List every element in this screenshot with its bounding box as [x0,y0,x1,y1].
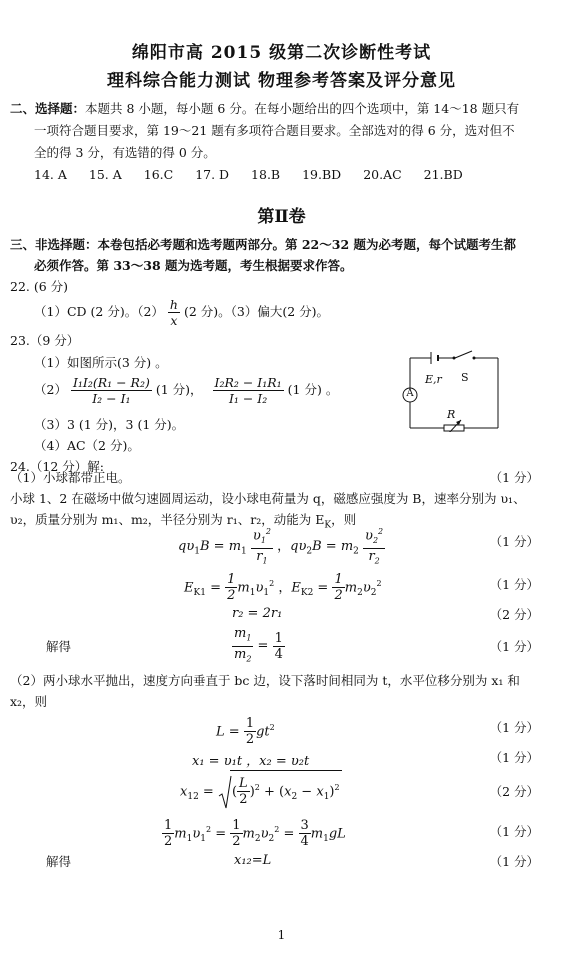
q23-line4: （4）AC（2 分)。 [34,438,140,453]
q24-eq5-score: （1 分） [489,720,539,735]
q23-score1: (1 分)， [155,382,203,397]
part3-heading-line2: 必须作答。第 33～38 题为选考题，考生根据要求作答。 [34,258,353,273]
page-number: 1 [277,928,286,942]
part2-instructions-line3: 全的得 3 分，有选错的得 0 分。 [34,145,216,160]
q24-p1-desc-line2-end: ，则 [331,512,357,527]
part3-heading-line1: 三、非选择题：本卷包括必考题和选考题两部分。第 22～32 题为必考题，每个试题考生都 [10,237,516,252]
q24-p1-desc-line1: 小球 1、2 在磁场中做匀速圆周运动，设小球电荷量为 q，磁感应强度为 B，速率分别为 υ₁、 [10,491,526,506]
q24-p1-desc-line2-text: υ₂，质量分别为 m₁、m₂，半径分别为 r₁、r₂，动能为 E [10,512,325,527]
document-title: 绵阳市高 2015 级第二次诊断性考试 [131,43,432,63]
q24-p1-desc-line2-sub: K [324,520,332,531]
q23-line3: （3）3 (1 分)，3 (1 分)。 [34,417,185,432]
q24-equation-7: $x_{12}$ = ( $\frac{L}{2}$ )$^2 + (x_2 - x_1)^2$ [180,770,342,817]
q24-eq2-score: （1 分） [489,577,539,592]
q24-p1-text: （1）小球都带正电。 [10,470,131,485]
q24-solve-label-2: 解得 [46,854,72,869]
q24-eq7-score: （2 分） [489,784,539,799]
q24-eq6-score: （1 分） [489,750,539,765]
q24-label: 24.（12 分）解: [10,459,104,474]
answer-17: 17. D [195,167,230,182]
q24-p1-score: （1 分） [489,470,539,485]
answer-21: 21.BD [423,167,463,182]
q24-equation-5: L = $\frac{1}{2}$ $gt^2$ [216,716,275,748]
q24-eq8-score: （1 分） [489,824,539,839]
q23-frac2-den: I₁ − I₂ [228,391,268,406]
answer-15: 15. A [88,167,122,182]
q24-eq1-score: （1 分） [489,534,539,549]
q24-equation-8: $\frac{1}{2}$ $m_1\upsilon_1^2$ = $\frac{1}{2}$ $m_2\upsilon_2^2$ = $\frac{3}{4}$ $m_1gL$ [164,818,346,850]
q24-p2-line1: （2）两小球水平抛出，速度方向垂直于 bc 边，设下落时间相同为 t，水平位移分别为 x₁ 和 [10,673,520,688]
part2-text: 本题共 8 小题，每小题 6 分。在每小题给出的四个选项中，第 14～18 题只有 [85,101,520,116]
q24-equation-1: $q\upsilon_1B = m_1$ $\frac{\upsilon_1^2}{r_1}$ ，$q\upsilon_2B = m_2$ $\frac{\upsilon_2^2}{r_2}$ [178,524,385,569]
switch-contact [473,357,476,360]
circuit-switch-label: S [461,371,469,384]
answer-16: 16.C [143,167,174,182]
switch-blade [455,351,472,358]
answer-18: 18.B [251,167,281,182]
document-subtitle: 理科综合能力测试 物理参考答案及评分意见 [107,71,456,91]
answer-list [34,164,481,185]
q24-p2-line2: x₂，则 [10,694,48,709]
circuit-resistor-label: R [447,408,456,421]
answer-14: 14. A [34,167,67,182]
circuit-ammeter-label: A [406,388,414,399]
q22-part2: (2 分)。（3）偏大(2 分)。 [183,304,330,319]
q22-label: 22. (6 分) [10,279,69,294]
q22-frac-den: x [170,313,178,328]
q22-part1: （1）CD (2 分)。（2） [34,304,164,319]
q24-eq9-score: （1 分） [489,854,539,869]
q23-fraction2 [213,375,284,406]
q24-eq3-score: （2 分） [489,607,539,622]
volume-2-title: 第Ⅱ卷 [257,207,306,227]
q23-frac2-num: I₂R₂ − I₁R₁ [214,375,282,390]
q23-frac1-den: I₂ − I₁ [92,391,131,406]
q23-frac1-num: I₁I₂(R₁ − R₂) [72,375,150,390]
q23-label: 23.（9 分） [10,333,80,348]
q24-equation-4: $\frac{m_1}{m_2}$ = $\frac{1}{4}$ [234,626,283,664]
answer-20: 20.AC [363,167,402,182]
circuit-source-label: E,r [425,373,442,386]
q24-equation-6: x₁ = υ₁t ，x₂ = υ₂t [192,754,310,769]
part2-instructions-line2: 一项符合题目要求，第 19～21 题有多项符合题目要求。全部选对的得 6 分，选对但不 [34,123,515,138]
q23-fraction1 [71,375,152,406]
q22-frac-num: h [169,297,178,312]
q24-equation-3: r₂ = 2r₁ [232,606,283,621]
q24-eq4-score: （1 分） [489,639,539,654]
part2-instructions-line1 [10,98,519,119]
part2-heading: 二、选择题： [10,101,86,116]
q24-solve-label: 解得 [46,639,72,654]
answer-19: 19.BD [302,167,342,182]
q23-line1: （1）如图所示(3 分) 。 [34,355,168,370]
q22-fraction [168,297,180,328]
q22-answer [34,297,329,328]
q23-line2-prefix: （2） [34,382,67,397]
q23-line2 [34,373,338,407]
q24-equation-9: x₁₂=L [234,853,272,868]
q23-score2: (1 分) 。 [287,382,339,397]
q24-equation-2: $E_{K1}$ = $\frac{1}{2}$ $m_1\upsilon_1^2$ ，$E_{K2}$ = $\frac{1}{2}$ $m_2\upsilon_2^2$ [184,572,382,604]
